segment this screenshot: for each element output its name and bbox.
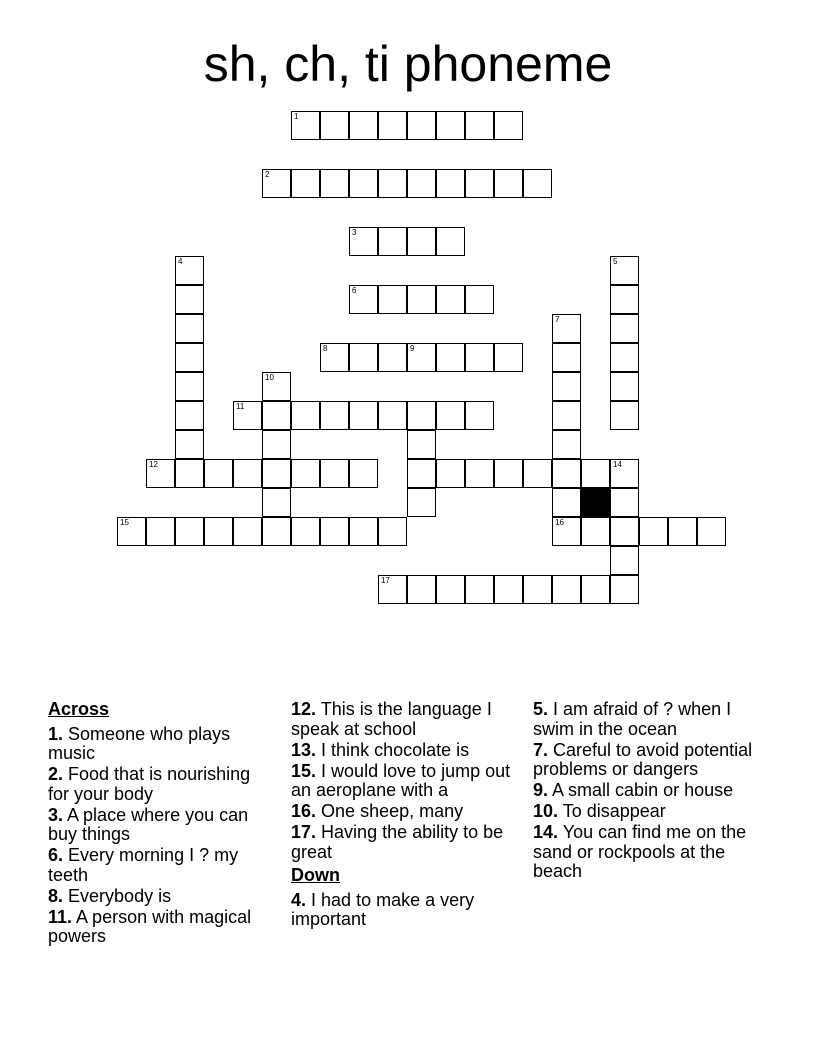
grid-cell[interactable]	[349, 227, 378, 256]
clue-text: Everybody is	[68, 885, 172, 906]
down-clue	[291, 891, 513, 930]
grid-cell[interactable]	[262, 488, 291, 517]
across-header: Across	[48, 699, 110, 719]
clue-number-label: 3	[352, 228, 357, 237]
across-clue	[48, 806, 273, 845]
grid-cell[interactable]	[436, 459, 465, 488]
clue-text: A place where you can buy things	[48, 804, 249, 844]
grid-cell[interactable]	[204, 459, 233, 488]
grid-cell[interactable]	[523, 575, 552, 604]
clue-number: 10.	[533, 801, 559, 821]
clue-number: 15.	[291, 760, 317, 781]
grid-cell[interactable]	[523, 459, 552, 488]
across-clue	[48, 725, 273, 764]
grid-cell[interactable]	[523, 169, 552, 198]
grid-cell[interactable]	[175, 285, 204, 314]
grid-cell[interactable]	[378, 343, 407, 372]
grid-cell[interactable]	[349, 517, 378, 546]
down-clue	[533, 823, 755, 882]
grid-cell[interactable]	[175, 430, 204, 459]
clue-number-label: 8	[323, 344, 328, 353]
clue-text: Careful to avoid potential problems or dangers	[533, 739, 753, 779]
clue-number-label: 7	[555, 315, 560, 324]
clue-text: A person with magical powers	[48, 906, 252, 946]
grid-cell[interactable]	[407, 285, 436, 314]
grid-cell[interactable]	[610, 285, 639, 314]
grid-cell[interactable]	[146, 517, 175, 546]
grid-cell[interactable]	[552, 517, 581, 546]
grid-cell[interactable]	[552, 401, 581, 430]
grid-cell[interactable]	[610, 517, 639, 546]
grid-cell[interactable]	[175, 401, 204, 430]
across-clue	[291, 823, 513, 862]
clue-number: 16.	[291, 801, 317, 821]
clue-number-label: 10	[265, 373, 274, 382]
clue-text: Every morning I ? my teeth	[48, 845, 239, 885]
clue-number-label: 17	[381, 576, 390, 585]
clue-number: 13.	[291, 739, 317, 760]
grid-cell[interactable]	[378, 111, 407, 140]
clue-text: Having the ability to be great	[291, 822, 504, 862]
clue-text: This is the language I speak at school	[291, 699, 492, 739]
clue-number-label: 4	[178, 257, 183, 266]
grid-cell[interactable]	[407, 575, 436, 604]
grid-cell[interactable]	[465, 111, 494, 140]
clue-number: 3.	[48, 804, 64, 825]
grid-cell[interactable]	[436, 575, 465, 604]
grid-cell[interactable]	[610, 575, 639, 604]
grid-cell[interactable]	[436, 169, 465, 198]
across-clue	[291, 741, 513, 761]
grid-cell[interactable]	[436, 227, 465, 256]
grid-block	[581, 488, 610, 517]
clue-number-label: 16	[555, 518, 564, 527]
grid-cell[interactable]	[320, 169, 349, 198]
grid-cell[interactable]	[117, 517, 146, 546]
grid-cell[interactable]	[175, 314, 204, 343]
down-header: Down	[291, 865, 340, 885]
grid-cell[interactable]	[378, 401, 407, 430]
clue-text: I would love to jump out an aeroplane with a	[291, 760, 511, 800]
grid-cell[interactable]	[610, 546, 639, 575]
clue-number-label: 15	[120, 518, 129, 527]
grid-cell[interactable]	[233, 401, 262, 430]
across-clue	[291, 700, 513, 739]
grid-cell[interactable]	[320, 459, 349, 488]
grid-cell[interactable]	[436, 111, 465, 140]
grid-cell[interactable]	[175, 343, 204, 372]
grid-cell[interactable]	[494, 169, 523, 198]
clue-number: 2.	[48, 764, 64, 784]
clue-text: Someone who plays music	[48, 723, 231, 763]
grid-cell[interactable]	[465, 459, 494, 488]
grid-cell[interactable]	[465, 575, 494, 604]
down-clue	[533, 700, 755, 739]
down-clue	[533, 781, 755, 801]
grid-cell[interactable]	[378, 575, 407, 604]
grid-cell[interactable]	[262, 517, 291, 546]
grid-cell[interactable]	[349, 343, 378, 372]
grid-cell[interactable]	[291, 459, 320, 488]
grid-cell[interactable]	[407, 169, 436, 198]
clue-number-label: 14	[613, 460, 622, 469]
grid-cell[interactable]	[552, 430, 581, 459]
clue-number: 12.	[291, 699, 317, 719]
grid-cell[interactable]	[465, 285, 494, 314]
grid-cell[interactable]	[262, 401, 291, 430]
grid-cell[interactable]	[552, 343, 581, 372]
clue-text: You can find me on the sand or rockpools at the beach	[533, 822, 747, 881]
clue-number: 6.	[48, 845, 64, 865]
across-clue	[48, 887, 273, 907]
grid-cell[interactable]	[349, 285, 378, 314]
grid-cell[interactable]	[610, 459, 639, 488]
clue-text: A small cabin or house	[552, 780, 734, 800]
grid-cell[interactable]	[610, 256, 639, 285]
clue-number: 17.	[291, 822, 317, 842]
down-clue	[533, 741, 755, 780]
grid-cell[interactable]	[494, 459, 523, 488]
clue-text: One sheep, many	[321, 801, 464, 821]
grid-cell[interactable]	[291, 111, 320, 140]
grid-cell[interactable]	[320, 517, 349, 546]
puzzle-title: sh, ch, ti phoneme	[203, 36, 613, 92]
grid-cell[interactable]	[233, 459, 262, 488]
across-clue	[48, 908, 273, 947]
grid-cell[interactable]	[465, 169, 494, 198]
grid-cell[interactable]	[436, 401, 465, 430]
grid-cell[interactable]	[349, 111, 378, 140]
grid-cell[interactable]	[407, 343, 436, 372]
clue-text: Food that is nourishing for your body	[48, 764, 251, 804]
grid-cell[interactable]	[233, 517, 262, 546]
grid-cell[interactable]	[581, 459, 610, 488]
clue-column-3	[533, 700, 755, 883]
grid-cell[interactable]	[291, 401, 320, 430]
grid-cell[interactable]	[610, 314, 639, 343]
grid-cell[interactable]	[378, 517, 407, 546]
grid-cell[interactable]	[407, 111, 436, 140]
grid-cell[interactable]	[291, 517, 320, 546]
grid-cell[interactable]	[639, 517, 668, 546]
grid-cell[interactable]	[407, 401, 436, 430]
grid-cell[interactable]	[436, 343, 465, 372]
grid-cell[interactable]	[175, 517, 204, 546]
clue-text: I am afraid of ? when I swim in the ocean	[533, 699, 732, 739]
clue-number: 14.	[533, 822, 559, 842]
clue-number-label: 5	[613, 257, 618, 266]
grid-cell[interactable]	[349, 169, 378, 198]
grid-cell[interactable]	[552, 314, 581, 343]
grid-cell[interactable]	[668, 517, 697, 546]
across-clue	[291, 762, 513, 801]
clue-text: To disappear	[562, 801, 666, 821]
grid-cell[interactable]	[262, 372, 291, 401]
grid-cell[interactable]	[378, 169, 407, 198]
grid-cell[interactable]	[494, 343, 523, 372]
grid-cell[interactable]	[378, 227, 407, 256]
clue-number: 5.	[533, 699, 549, 719]
grid-cell[interactable]	[320, 343, 349, 372]
clue-number-label: 6	[352, 286, 357, 295]
clue-number-label: 2	[265, 170, 270, 179]
across-clue	[48, 765, 273, 804]
grid-cell[interactable]	[349, 401, 378, 430]
grid-cell[interactable]	[465, 343, 494, 372]
clue-number: 7.	[533, 739, 549, 760]
clue-number: 4.	[291, 889, 307, 910]
grid-cell[interactable]	[494, 111, 523, 140]
grid-cell[interactable]	[552, 459, 581, 488]
grid-cell[interactable]	[465, 401, 494, 430]
clue-number: 9.	[533, 780, 549, 800]
clue-number-label: 11	[236, 402, 245, 411]
across-clue	[291, 802, 513, 822]
grid-cell[interactable]	[407, 488, 436, 517]
grid-cell[interactable]	[552, 488, 581, 517]
clue-column-1	[48, 700, 273, 948]
grid-cell[interactable]	[552, 372, 581, 401]
clue-text: I think chocolate is	[321, 739, 470, 760]
grid-cell[interactable]	[581, 575, 610, 604]
grid-cell[interactable]	[407, 459, 436, 488]
grid-cell[interactable]	[262, 430, 291, 459]
grid-cell[interactable]	[262, 169, 291, 198]
grid-cell[interactable]	[407, 430, 436, 459]
grid-cell[interactable]	[320, 111, 349, 140]
clue-number-label: 12	[149, 460, 158, 469]
clue-text: I had to make a very important	[291, 889, 475, 929]
grid-cell[interactable]	[610, 488, 639, 517]
grid-cell[interactable]	[552, 575, 581, 604]
clue-number: 8.	[48, 885, 64, 906]
grid-cell[interactable]	[610, 343, 639, 372]
grid-cell[interactable]	[494, 575, 523, 604]
clue-number-label: 9	[410, 344, 415, 353]
grid-cell[interactable]	[175, 256, 204, 285]
grid-cell[interactable]	[697, 517, 726, 546]
grid-cell[interactable]	[146, 459, 175, 488]
grid-cell[interactable]	[204, 517, 233, 546]
grid-cell[interactable]	[610, 401, 639, 430]
grid-cell[interactable]	[175, 459, 204, 488]
clue-number-label: 1	[294, 112, 299, 121]
grid-cell[interactable]	[349, 459, 378, 488]
grid-cell[interactable]	[407, 227, 436, 256]
grid-cell[interactable]	[581, 517, 610, 546]
down-clue	[533, 802, 755, 822]
grid-cell[interactable]	[378, 285, 407, 314]
clue-number: 1.	[48, 723, 64, 744]
grid-cell[interactable]	[610, 372, 639, 401]
grid-cell[interactable]	[175, 372, 204, 401]
across-clue	[48, 846, 273, 885]
clue-number: 11.	[48, 906, 73, 927]
clue-column-2	[291, 700, 513, 931]
grid-cell[interactable]	[320, 401, 349, 430]
grid-cell[interactable]	[291, 169, 320, 198]
grid-cell[interactable]	[436, 285, 465, 314]
grid-cell[interactable]	[262, 459, 291, 488]
